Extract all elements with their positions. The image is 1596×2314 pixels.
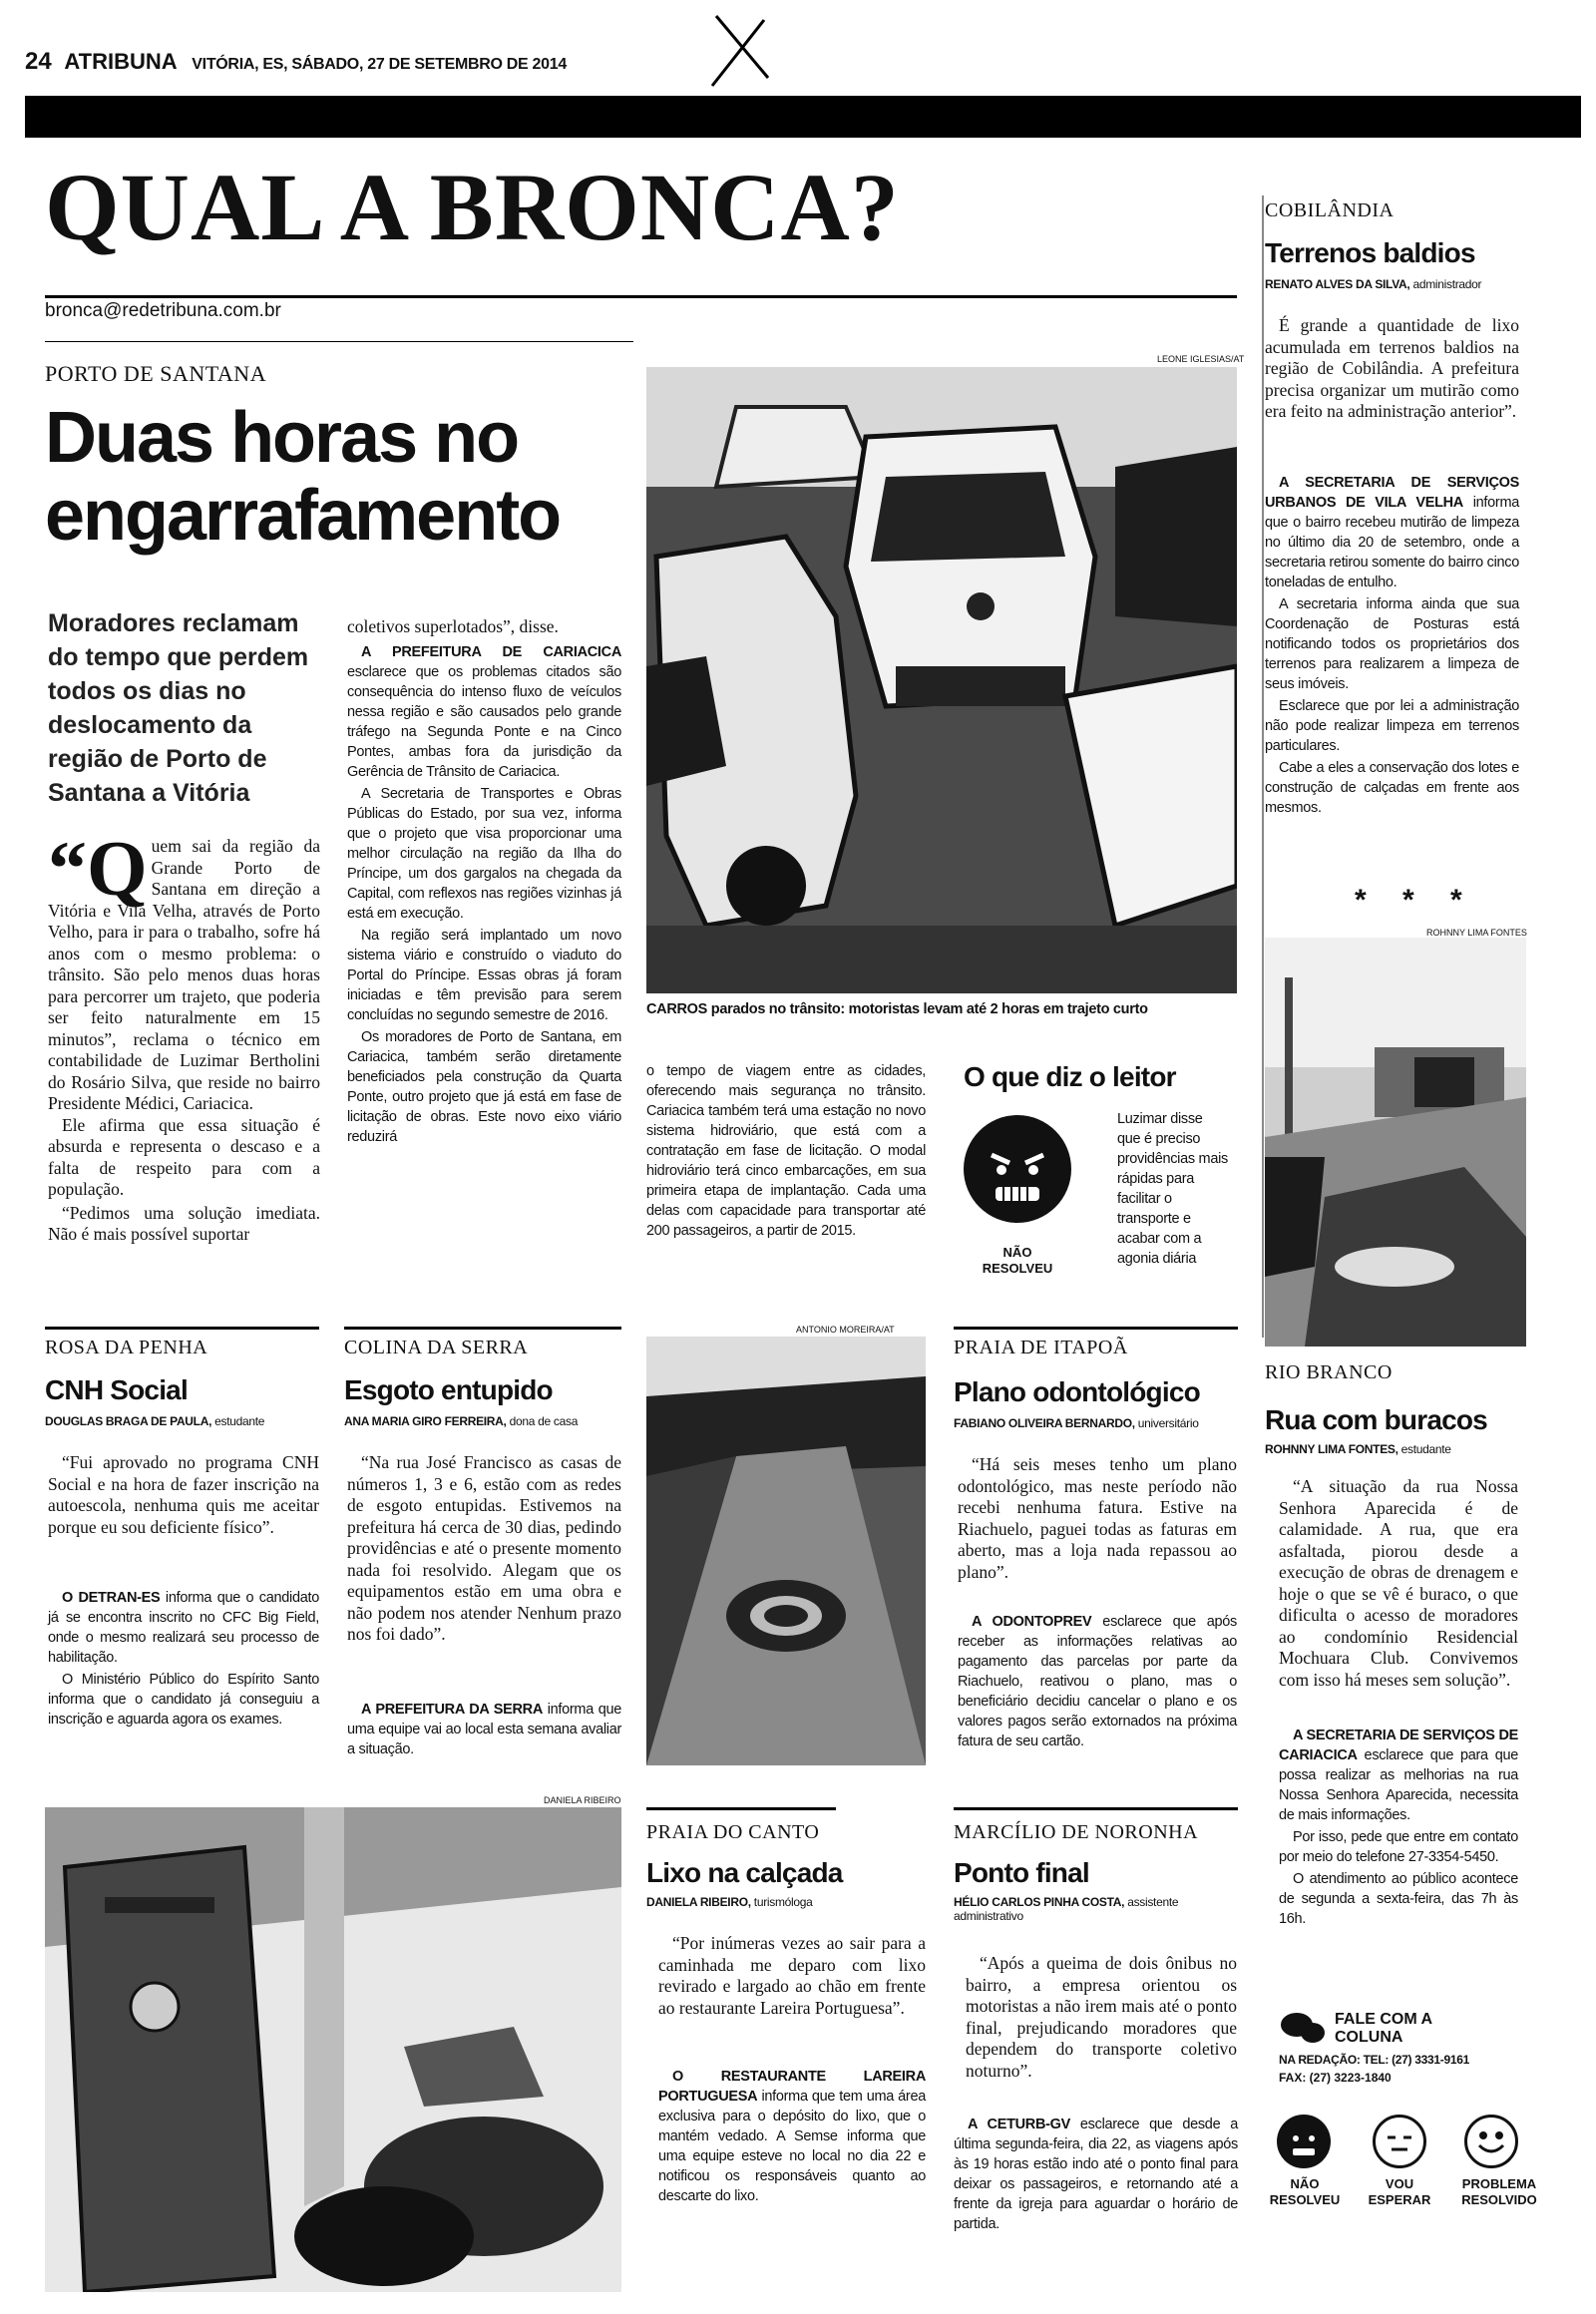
fale-com-coluna-box [1279,2011,1528,2085]
lead-p4: coletivos superlotados”, disse. [347,616,559,636]
colina-kicker: COLINA DA SERRA [344,1337,529,1358]
colina-response [347,1700,621,1761]
response-text: esclarece que para que possa realizar as melhorias na rua Nossa Senhora Aparecida, necessita de mais informações. [1279,1747,1518,1823]
response-lead: A SECRETARIA DE SERVIÇOS URBANOS DE VILA VELHA [1265,475,1519,511]
byline-role: dona de casa [506,1414,579,1428]
lead-p6: A Secretaria de Transportes e Obras Públicas do Estado, por sua vez, informa que o projeto que visa proporcionar uma melhor circulação na região da Ilha do Príncipe, um dos gargalos na chegada da Capital, com reflexos nas regiões vizinhas já está em execução. [347,785,621,922]
marcilio-byline [954,1895,1193,1923]
response-text: informa que o candidato já se encontra inscrito no CFC Big Field, onde o mesmo realizará seu processo de habilitação. [48,1590,319,1666]
lead-p9: o tempo de viagem entre as cidades, oferecendo mais segurança no trânsito. Cariacica também terá uma estação no novo sistema hidroviário, que está com a contratação em fase de licitação. O modal hidroviário terá cinco embarcações, em sua primeira etapa de implantação. Cada uma delas com capacidade para transportar até 200 passageiros, a partir de 2015. [646,1063,926,1239]
colina-quote [347,1452,621,1648]
response-lead: O RESTAURANTE LAREIRA PORTUGUESA [658,2069,926,2105]
lead-headline-line1: Duas horas no [45,398,519,478]
lead-p5-lead: A PREFEITURA DE CARIACICA [361,643,621,660]
canto-response [658,2067,926,2208]
byline-role: turismóloga [750,1895,813,1909]
byline-name: RENATO ALVES DA SILVA, [1265,277,1410,291]
rio-branco-response [1279,1726,1518,1931]
colina-rule [344,1327,621,1330]
canto-kicker: PRAIA DO CANTO [646,1821,820,1843]
quote-text: “Por inúmeras vezes ao sair para a caminhada me deparo com lixo revirado e largado ao chão em frente ao restaurante Lareira Portuguesa”. [658,1933,926,2018]
itapoa-byline [954,1416,1253,1430]
section-separator: * * * [1355,884,1476,917]
waiting-face-icon [1373,2115,1426,2168]
lead-kicker: PORTO DE SANTANA [45,361,267,386]
quote-text: “Há seis meses tenho um plano odontológico, mas neste período não recebi nenhuma fatura. Estive na Riachuelo, paguei todas as faturas em aberto, mas a loja nada repassou ao plano”. [958,1454,1237,1582]
response-lead: A PREFEITURA DA SERRA [361,1702,543,1718]
cobilandia-byline [1265,277,1564,291]
caption-text: parados no trânsito: motoristas levam até 2 horas em trajeto curto [707,1001,1148,1017]
rio-photo-credit: ROHNNY LIMA FONTES [1426,928,1527,938]
byline-name: ANA MARIA GIRO FERREIRA, [344,1414,507,1428]
cobilandia-quote [1265,315,1519,425]
rosa-title: CNH Social [45,1374,188,1405]
rio-branco-quote [1279,1476,1518,1693]
lead-p8: Os moradores de Porto de Santana, em Cariacica, também serão diretamente beneficiados pela construção da Quarta Ponte, outro projeto que já está em fase de licitação de obras. Este novo eixo viário reduzirá [347,1028,621,1145]
lead-column-1 [48,825,320,1248]
page-header [25,48,567,76]
marcilio-title: Ponto final [954,1857,1089,1888]
quote-text: “A situação da rua Nossa Senhora Aparecida é de calamidade. A rua, que era asfaltada, piorou desde a execução de obras de drenagem e hoje o que se vê é buraco, o que dificulta o acesso de moradores ao condomínio Residencial Mochuara Club. Convivemos com isso há meses sem solução”. [1279,1476,1518,1690]
marcilio-rule [954,1807,1238,1810]
canto-quote [658,1933,926,2021]
brand-name: ATRIBUNA [64,49,178,74]
dateline: VITÓRIA, ES, SÁBADO, 27 DE SETEMBRO DE 2014 [192,56,567,73]
chat-bubbles-icon [1279,2011,1327,2047]
response-p4: Cabe a eles a conservação dos lotes e construção de calçadas em frente aos mesmos. [1265,760,1519,816]
legend-label-waiting: VOU ESPERAR [1368,2176,1431,2207]
right-column-divider [1262,195,1264,1338]
response-p2: O Ministério Público do Espírito Santo informa que o candidato já conseguiu a inscrição e aguarda agora os exames. [48,1672,319,1728]
lead-p3: “Pedimos uma solução imediata. Não é mais possível suportar [48,1202,320,1244]
resolved-face-icon [1464,2115,1518,2168]
response-text: informa que uma equipe vai ao local esta semana avaliar a situação. [347,1702,621,1757]
rosa-response [48,1588,319,1732]
itapoa-rule [954,1327,1238,1330]
rio-branco-photo [1265,938,1526,1347]
response-text: esclarece que desde a última segunda-feira, dia 22, as viagens após às 19 horas estão indo até o ponto final para deixar os passageiros, e retornando até a frente da igreja para aguardar o horário de partida. [954,2117,1238,2232]
lead-photo-credit: LEONE IGLESIAS/AT [1157,354,1245,364]
legend-label-not-resolved: NÃO RESOLVEU [1269,2176,1341,2207]
rosa-rule [45,1327,319,1330]
response-text: informa que o bairro recebeu mutirão de limpeza no último dia 20 de setembro, onde a secretaria retirou somente do bairro cinco toneladas de entulho. [1265,495,1519,590]
colina-photo-credit: ANTONIO MOREIRA/AT [796,1325,895,1335]
quote-text: “Na rua José Francisco as casas de números 1, 3 e 6, estão com as redes de esgoto entupidas. Estivemos na prefeitura há cerca de 30 dias, pedindo providências e até o presente momento nada foi resolvido. Alegam que os equipamentos estão em uma obra e não podem nos atender Nenhum prazo nos foi dado”. [347,1452,621,1644]
rosa-kicker: ROSA DA PENHA [45,1337,208,1358]
quote-text: “Fui aprovado no programa CNH Social e na hora de fazer inscrição na autoescola, nenhuma quis me aceitar porque eu sou deficiente físico”. [48,1452,319,1537]
rosa-byline [45,1414,334,1428]
lead-rule [45,341,633,342]
rating-legend [1265,2115,1554,2234]
response-text: informa que tem uma área exclusiva para o depósito do lixo, que o mantém vedado. A Semse informa que uma equipe esteve no local no dia 22 e notificou os responsáveis quanto ao descarte do lixo. [658,2089,926,2204]
response-text: esclarece que após receber as informações relativas ao pagamento das parcelas por parte da Riachuelo, reativou o plano, mas o beneficiário decidiu cancelar o plano e os valores pagos serão extornados na próxima fatura de seu cartão. [958,1614,1237,1749]
lead-p2: Ele afirma que essa situação é absurda e representa o descaso e a falta de respeito para com a população. [48,1114,320,1199]
fale-fax: FAX: (27) 3223-1840 [1279,2071,1392,2085]
marcilio-response [954,2115,1238,2236]
response-lead: A SECRETARIA DE SERVIÇOS DE CARIACICA [1279,1728,1518,1763]
byline-name: FABIANO OLIVEIRA BERNARDO, [954,1416,1135,1430]
canto-photo-credit: DANIELA RIBEIRO [544,1795,621,1805]
rio-branco-kicker: RIO BRANCO [1265,1361,1393,1383]
dropcap: “Q [48,825,148,912]
itapoa-response [958,1612,1237,1753]
handwritten-x-mark [706,8,776,90]
lead-column-2 [347,616,621,1149]
response-p2: Por isso, pede que entre em contato por meio do telefone 27-3354-5450. [1279,1829,1518,1865]
lead-headline-line2: engarrafamento [45,476,561,556]
response-lead: O DETRAN-ES [62,1590,161,1606]
page-number: 24 [25,48,52,75]
itapoa-kicker: PRAIA DE ITAPOÃ [954,1337,1128,1358]
section-email[interactable]: bronca@redetribuna.com.br [45,300,281,321]
lead-deck: Moradores reclamam do tempo que perdem todos os dias no deslocamento da região de Porto de Santana a Vitória [48,609,309,807]
angry-face-icon [964,1115,1071,1223]
title-rule [45,295,1237,298]
byline-name: DANIELA RIBEIRO, [646,1895,751,1909]
colina-title: Esgoto entupido [344,1374,553,1405]
lead-photo-traffic [646,367,1237,993]
rio-branco-title: Rua com buracos [1265,1404,1487,1435]
cobilandia-response [1265,473,1519,820]
caption-lead: CARROS [646,1001,708,1017]
colina-photo-sewer [646,1337,926,1765]
lead-p7: Na região será implantado um novo sistema viário e construído o viaduto do Portal do Príncipe. Essas obras já foram iniciadas e têm previsão para serem concluídas no segundo semestre de 2016. [347,927,621,1023]
quote-text: É grande a quantidade de lixo acumulada em terrenos baldios na região de Cobilândia. A prefeitura precisa organizar um mutirão como era feito na administração anterior”. [1265,315,1519,421]
canto-photo-trash [45,1807,621,2292]
response-p3: Esclarece que por lei a administração não pode realizar limpeza em terrenos particulares. [1265,698,1519,754]
itapoa-title: Plano odontológico [954,1376,1200,1407]
byline-role: universitário [1134,1416,1199,1430]
response-p2: A secretaria informa ainda que sua Coordenação de Posturas está notificando todos os proprietários dos terrenos para realizarem a limpeza de seus imóveis. [1265,596,1519,692]
byline-role: assistente administrativo [954,1895,1179,1923]
fale-redacao[interactable]: NA REDAÇÃO: TEL: (27) 3331-9161 [1279,2053,1469,2067]
fale-title: FALE COM A COLUNA [1335,2011,1432,2046]
reader-box-title: O que diz o leitor [964,1061,1176,1092]
rio-branco-byline [1265,1442,1564,1456]
colina-byline [344,1414,633,1428]
response-p3: O atendimento ao público acontece de segunda a sexta-feira, das 7h às 16h. [1279,1871,1518,1927]
reader-box [964,1061,1243,1301]
response-lead: A CETURB-GV [968,2117,1071,2132]
not-resolved-face-icon [1277,2115,1331,2168]
itapoa-quote [958,1454,1237,1585]
lead-column-3 [646,1061,926,1243]
byline-name: HÉLIO CARLOS PINHA COSTA, [954,1895,1125,1909]
lead-p5: esclarece que os problemas citados são consequência do intenso fluxo de veículos nessa região e são causados pelo grande tráfego na Segunda Ponte e na Cinco Pontes, ambas fora da jurisdição da Gerência de Trânsito de Cariacica. [347,663,621,780]
top-black-bar [25,96,1581,138]
legend-label-resolved: PROBLEMA RESOLVIDO [1461,2176,1537,2207]
cobilandia-title: Terrenos baldios [1265,237,1475,268]
canto-byline [646,1895,946,1909]
marcilio-quote [966,1953,1237,2084]
marcilio-kicker: MARCÍLIO DE NORONHA [954,1821,1199,1843]
byline-name: DOUGLAS BRAGA DE PAULA, [45,1414,212,1428]
canto-title: Lixo na calçada [646,1857,843,1888]
rosa-quote [48,1452,319,1540]
byline-role: estudante [1397,1442,1451,1456]
response-lead: A ODONTOPREV [972,1614,1092,1630]
byline-name: ROHNNY LIMA FONTES, [1265,1442,1398,1456]
byline-role: administrador [1409,277,1482,291]
byline-role: estudante [211,1414,265,1428]
lead-photo-caption [646,1001,1245,1017]
reader-box-text: Luzimar disse que é preciso providências mais rápidas para facilitar o transporte e acabar com a agonia diária [1117,1111,1228,1267]
cobilandia-kicker: COBILÂNDIA [1265,199,1395,221]
canto-rule [646,1807,836,1810]
section-title: QUAL A BRONCA? [45,154,900,260]
reader-face-label: NÃO RESOLVEU [982,1245,1053,1276]
quote-text: “Após a queima de dois ônibus no bairro, a empresa orientou os motoristas a não irem mais até o ponto final, prejudicando moradores que dependem do transporte coletivo noturno”. [966,1953,1237,2081]
lead-p1: uem sai da região da Grande Porto de Santana em direção a Vitória e Vila Velha, através de Porto Velho, para ir para o trabalho, sofre há anos com o mesmo problema: o trânsito. São pelo menos duas horas para percorrer um trajeto, que poderia ser feito naturalmente em 15 minutos”, reclama o técnico em contabilidade de Luzimar Bertholini do Rosário Silva, que reside no bairro Presidente Médici, Cariacica. [48,836,320,1113]
